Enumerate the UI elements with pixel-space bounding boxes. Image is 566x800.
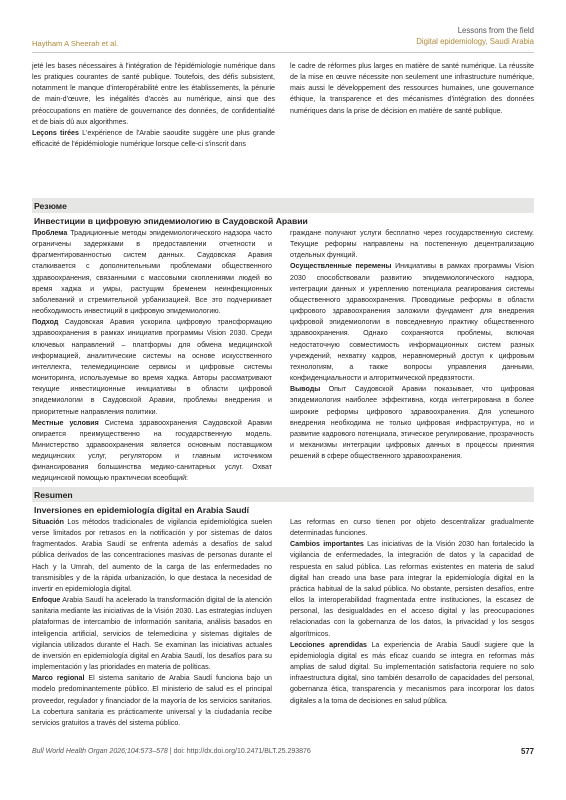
ru-local-label: Местные условия (32, 418, 99, 427)
footer-citation-line (32, 748, 311, 755)
page-number: 577 (520, 747, 534, 756)
es-approach-label: Enfoque (32, 596, 61, 605)
es-changes-label: Cambios importantes (290, 540, 364, 549)
ru-right-intro: граждане получают услуги бесплатно через государственную систему. Текущие реформы направлены на постепенную децентрализацию отдельных функций. (290, 229, 534, 260)
russian-section-label: Резюме (34, 201, 67, 211)
spanish-title: Inversiones en epidemiología digital en Arabia Saudí (34, 505, 250, 515)
french-left-column (32, 61, 275, 150)
ru-approach-label: Подход (32, 318, 59, 327)
russian-section-bar (32, 198, 534, 213)
es-lessons-text: La experiencia de Arabia Saudí sugiere que la epidemiología digital es más eficaz cuando se integra en reformas más amplias de salud digital. Su implementación satisfactoria requiere no solo infraestructura digital, sino también desarrollo de capacidades del personal, gobernanza ética, transparencia y mecanismos para incorporar los datos digitales a la toma de decisiones en salud pública. (290, 640, 534, 705)
ru-local-text: Система здравоохранения Саудовской Аравии опирается преимущественно на государственную модель. Министерство здравоохранения является основным поставщиком медицинских услуг, регулятором и главным источником финансирования большинства медико-санитарных услуг. Охват медицинской помощью практически всеобщий: (32, 418, 272, 483)
french-paragraph-continued: le cadre de réformes plus larges en matière de santé numérique. La réussite de la mise en œuvre nécessite non seulement une infrastructure numérique, mais aussi le développement des ressources humaines, une gouvernance éthique, la transparence et des mécanismes d'intégration des données numériques dans la prise de décision en matière de santé publique. (290, 62, 534, 115)
doi-link[interactable]: doi: http://dx.doi.org/10.2471/BLT.25.293876 (173, 748, 311, 755)
russian-title: Инвестиции в цифровую эпидемиологию в Саудовской Аравии (34, 216, 308, 226)
journal-citation: Bull World Health Organ 2026;104:573–578 (32, 748, 168, 755)
ru-lessons-text: Опыт Саудовской Аравии показывает, что цифровая эпидемиология наиболее эффективна, когда интегрирована в более широкие реформы цифрового здравоохранения. Для успешного внедрения необходима не только цифровая инфраструктура, но и развитие кадрового потенциала, этическое регулирование, прозрачность и механизмы интеграции цифровых данных в процессы принятия решений в сфере общественного здравоохранения. (290, 385, 534, 461)
russian-left-column (32, 228, 272, 485)
ru-lessons-label: Выводы (290, 385, 321, 394)
running-header (416, 25, 534, 47)
ru-changes-text: Инициативы в рамках программы Vision 2030 способствовали развитию эпидемиологического надзора, интеграции данных и укреплению потенциала реагирования системы общественного здравоохранения. Проводимые реформы в области цифрового здравоохранения заложили фундамент для внедрения цифровой эпидемиологии в повседневную практику общественного здравоохранения. Однако сохраняются проблемы, включая недостаточную совместимость информационных систем разных учреждений, нехватку кадров, неравномерный доступ к цифровым технологиям, а также вопросы управления данными, конфиденциальности и алгоритмической предвзятости. (290, 262, 534, 383)
french-lessons-label: Leçons tirées (32, 128, 79, 137)
es-setting-label: Marco regional (32, 674, 85, 683)
es-approach-text: Arabia Saudí ha acelerado la transformación digital de la atención sanitaria mediante las iniciativas de la Visión 2030. Las estrategias incluyen plataformas de intercambio de información sanitaria, análisis basados en inteligencia artificial, servicios de telemedicina y sistemas digitales de vigilancia utilizados durante el Hach. Se examinan las iniciativas actuales de inversión en epidemiología digital en Arabia Saudí, los desafíos para su implementación y las prioridades en materia de políticas. (32, 596, 272, 672)
french-paragraph: jeté les bases nécessaires à l'intégration de l'épidémiologie numérique dans les pratiques courantes de santé publique. Toutefois, des défis subsistent, notamment le manque d'interopérabilité entre les établissements, la pénurie de main-d'œuvre, les inégalités d'accès au numérique, ainsi que des préoccupations en matière de gouvernance des données, de confidentialité et de biais dû aux algorithmes. (32, 62, 275, 126)
es-setting-text: El sistema sanitario de Arabia Saudí funciona bajo un modelo predominantemente público. El ministerio de salud es el principal proveedor, regulador y financiador de la mayoría de los servicios sanitarios. La cobertura sanitaria es prácticamente universal y la ciudadanía recibe servicios gratuitos a través del sistema público. (32, 674, 272, 727)
spanish-section-label: Resumen (34, 490, 73, 500)
french-lessons-paragraph (32, 128, 275, 150)
section-kicker: Lessons from the field (457, 26, 534, 35)
ru-changes-label: Осуществленные перемены (290, 262, 392, 271)
es-lessons-label: Lecciones aprendidas (290, 640, 367, 649)
ru-problem-text: Традиционные методы эпидемиологического надзора часто ограничены задержками в предоставлении отчетности и фрагментированностью систем данных. Саудовская Аравия сталкивается с дополнительными проблемами общественного здравоохранения, связанными с массовыми скоплениями людей во время хаджа и умры, растущим бременем неинфекционных заболеваний и стремительной урбанизацией. Все это подчеркивает необходимость инвестиций в цифровую эпидемиологию. (32, 229, 272, 316)
es-changes-text: Las iniciativas de la Visión 2030 han fortalecido la vigilancia de enfermedades, la integración de datos y la capacidad de respuesta en salud pública. Las reformas existentes en materia de salud digital han creado una base para integrar la epidemiología digital en la práctica habitual de la salud pública. No obstante, persisten desafíos, entre ellos la interoperabilidad fragmentada entre instituciones, la escasez de personal, las desigualdades en el acceso digital y las preocupaciones relacionadas con la gobernanza de los datos, la privacidad y los sesgos algorítmicos. (290, 540, 534, 638)
french-right-column (290, 61, 534, 117)
header-rule (32, 52, 534, 53)
french-lessons-text: L'expérience de l'Arabie saoudite suggère une plus grande efficacité de l'épidémiologie numérique lorsque celle-ci s'inscrit dans (32, 128, 275, 149)
spanish-left-column (32, 517, 272, 729)
running-authors: Haytham A Sheerah et al. (32, 39, 119, 48)
ru-problem-label: Проблема (32, 229, 68, 237)
section-topic: Digital epidemiology, Saudi Arabia (416, 37, 534, 46)
es-situation-text: Los métodos tradicionales de vigilancia epidemiológica suelen verse limitados por retrasos en la notificación y por sistemas de datos fragmentados. Arabia Saudí se enfrenta además a desafíos de salud pública derivados de las concentraciones masivas de personas durante el Hach y la Umrah, del aumento de la carga de las enfermedades no transmisibles y de la rápida urbanización, lo que destaca la necesidad de invertir en epidemiología digital. (32, 518, 272, 593)
es-right-intro: Las reformas en curso tienen por objeto descentralizar gradualmente determinadas funciones. (290, 518, 534, 538)
ru-approach-text: Саудовская Аравия ускорила цифровую трансформацию здравоохранения в рамках инициатив программы Vision 2030. Среди ключевых направлений – платформы для обмена медицинской информацией, аналитические системы на основе искусственного интеллекта, телемедицинские сервисы и цифровые системы мониторинга, используемые во время хаджа. Авторы рассматривают текущие инвестиционные инициативы в области цифровой эпидемиологии в Саудовской Аравии, проблемы внедрения и приоритетные направления политики. (32, 318, 272, 416)
es-situation-label: Situación (32, 518, 64, 526)
spanish-section-bar (32, 487, 534, 502)
russian-right-column (290, 228, 534, 462)
spanish-right-column (290, 517, 534, 707)
footer-separator: | (169, 748, 172, 755)
